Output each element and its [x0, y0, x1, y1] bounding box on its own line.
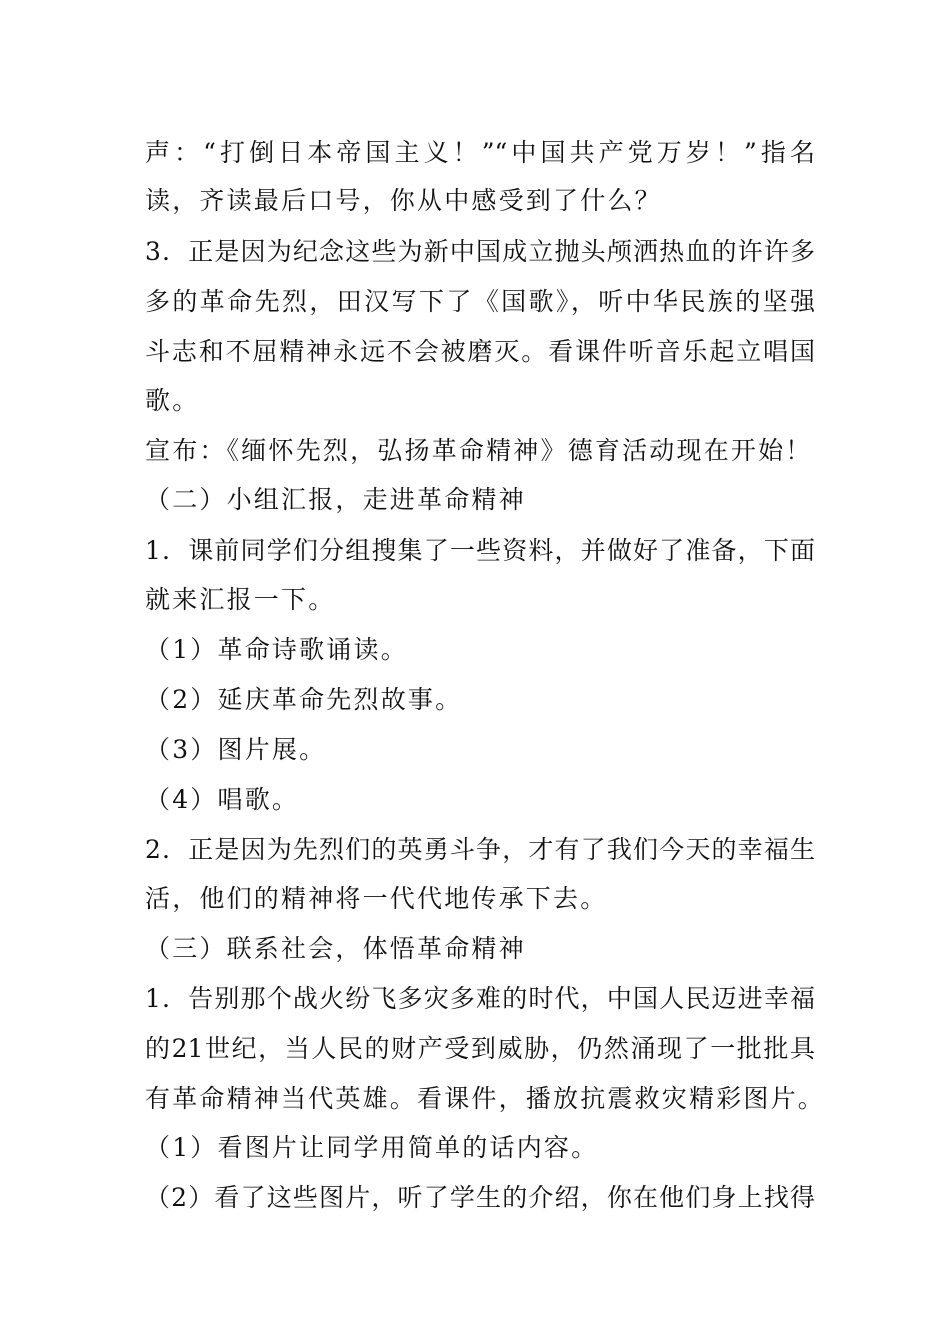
list-item: （1）看图片让同学用简单的话内容。	[145, 1133, 599, 1162]
list-item: （1）革命诗歌诵读。	[145, 635, 408, 664]
text-line: 的21世纪，当人民的财产受到威胁，仍然涌现了一批批具	[145, 1034, 815, 1063]
text-line: 有革命精神当代英雄。看课件，播放抗震救灾精彩图片。	[145, 1084, 826, 1113]
list-item: （4）唱歌。	[145, 785, 300, 814]
text-line: 多的革命先烈，田汉写下了《国歌》，听中华民族的坚强	[145, 287, 815, 316]
text-line: 读，齐读最后口号，你从中感受到了什么？	[145, 186, 662, 215]
list-item: （2）延庆革命先烈故事。	[145, 685, 463, 714]
text-line: 宣布：《缅怀先烈，弘扬革命精神》德育活动现在开始！	[145, 436, 813, 465]
text-line: 2．正是因为先烈们的英勇斗争，才有了我们今天的幸福生	[145, 835, 815, 864]
section-heading: （二）小组汇报，走进革命精神	[145, 485, 526, 514]
list-item: （3）图片展。	[145, 735, 327, 764]
text-line: 歌。	[145, 386, 200, 415]
text-line: 活，他们的精神将一代代地传承下去。	[145, 884, 608, 913]
text-line: 就来汇报一下。	[145, 585, 336, 614]
text-line: 声：“打倒日本帝国主义！”“中国共产党万岁！”指名	[145, 138, 815, 167]
text-line: 1．告别那个战火纷飞多灾多难的时代，中国人民迈进幸福	[145, 984, 815, 1013]
list-item: （2）看了这些图片，听了学生的介绍，你在他们身上找得	[145, 1183, 815, 1212]
text-line: 斗志和不屈精神永远不会被磨灭。看课件听音乐起立唱国	[145, 337, 815, 366]
text-line: 1．课前同学们分组搜集了一些资料，并做好了准备，下面	[145, 536, 815, 565]
section-heading: （三）联系社会，体悟革命精神	[145, 934, 526, 963]
text-line: 3．正是因为纪念这些为新中国成立抛头颅洒热血的许许多	[145, 237, 815, 266]
